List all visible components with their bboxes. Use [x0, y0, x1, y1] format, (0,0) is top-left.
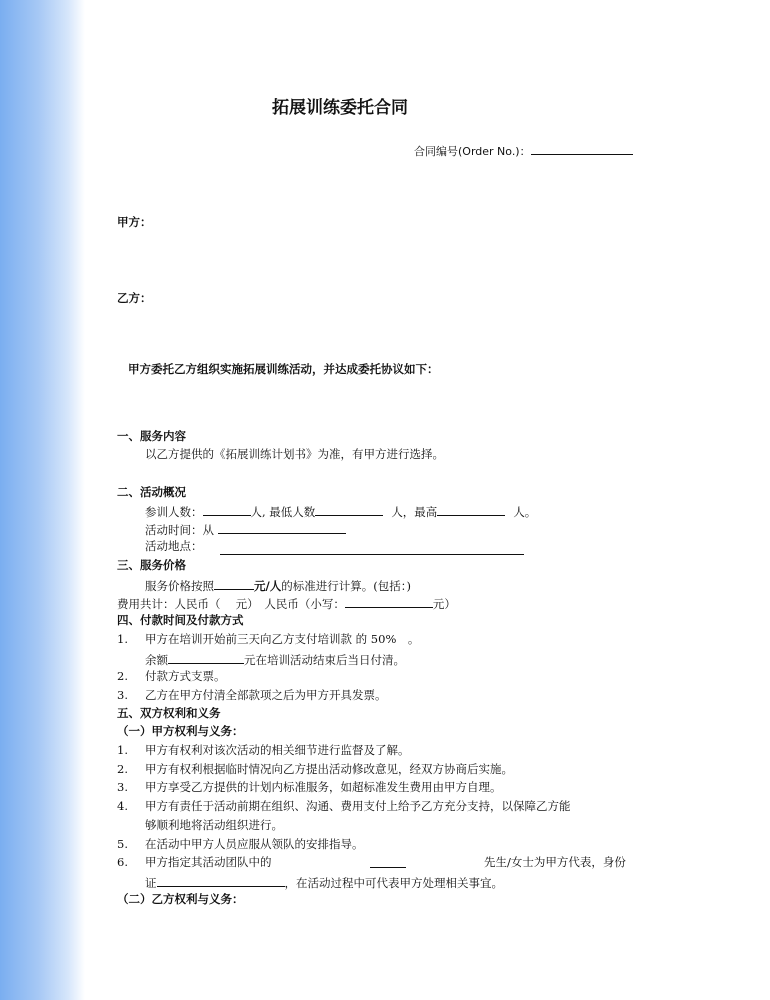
service-content-text: 以乙方提供的《拓展训练计划书》为准，有甲方进行选择。 [145, 447, 444, 461]
activity-time-line [145, 521, 346, 538]
rights-item-4-num: 4. [117, 799, 128, 813]
section-heading-service-price: 三、服务价格 [117, 558, 186, 572]
payment-item-1-text: 甲方在培训开始前三天向乙方支付培训款 的 50% 。 [145, 632, 420, 646]
payment-item-3-text: 乙方在甲方付清全部款项之后为甲方开具发票。 [145, 688, 387, 702]
party-b-label: 乙方： [117, 291, 152, 305]
people-unit: 人。 [513, 505, 537, 519]
order-number-text: 合同编号(Order No.)： [414, 145, 531, 158]
rights-item-6-text-a: 甲方指定其活动团队中的 [145, 855, 272, 869]
rights-item-6-text-b: 先生/女士为甲方代表，身份 [484, 855, 626, 869]
id-label: 证 [145, 876, 157, 890]
payment-balance-line [145, 651, 405, 668]
participants-label: 参训人数： [145, 505, 203, 519]
balance-label: 余额 [145, 653, 168, 667]
balance-text: 元在培训活动结束后当日付清。 [244, 653, 405, 667]
activity-time-label: 活动时间：从 [145, 523, 214, 537]
total-fee-close: 元） [432, 597, 456, 611]
max-people-label: 人，最高 [391, 505, 438, 519]
activity-place-label: 活动地点： [145, 539, 203, 553]
agreement-intro: 甲方委托乙方组织实施拓展训练活动，并达成委托协议如下： [128, 362, 439, 376]
activity-time-blank [218, 521, 346, 534]
rights-item-1-text: 甲方有权利对该次活动的相关细节进行监督及了解。 [145, 743, 410, 757]
contract-title: 拓展训练委托合同 [272, 98, 408, 118]
price-unit: 元/人 [254, 579, 282, 593]
price-line [145, 577, 411, 594]
rights-item-1-num: 1. [117, 743, 128, 757]
order-number-label [414, 142, 633, 159]
rights-item-2-num: 2. [117, 762, 128, 776]
rights-item-3-num: 3. [117, 780, 128, 794]
price-blank [214, 577, 254, 590]
section-heading-rights: 五、双方权利和义务 [117, 706, 221, 720]
subsection-party-a-rights: （一）甲方权利与义务： [117, 724, 244, 738]
rights-item-4-text: 甲方有责任于活动前期在组织、沟通、费用支付上给予乙方充分支持，以保障乙方能 [145, 799, 571, 813]
section-heading-service-content: 一、服务内容 [117, 429, 186, 443]
min-people-label: 人, 最低人数 [250, 505, 316, 519]
payment-item-3-num: 3. [117, 688, 128, 702]
activity-place-blank [220, 554, 524, 555]
max-people-blank [437, 503, 505, 516]
id-number-blank [157, 874, 285, 887]
balance-blank [168, 651, 244, 664]
participants-line [145, 503, 536, 520]
section-heading-payment: 四、付款时间及付款方式 [117, 613, 244, 627]
activity-place-line [145, 539, 203, 554]
payment-item-2-num: 2. [117, 669, 128, 683]
rights-item-5-text: 在活动中甲方人员应服从领队的安排指导。 [145, 837, 364, 851]
payment-item-1-num: 1. [117, 632, 128, 646]
total-fee-lowercase-blank [345, 595, 433, 608]
rights-item-5-num: 5. [117, 837, 128, 851]
decorative-side-band [0, 0, 85, 1000]
rights-item-3-text: 甲方享受乙方提供的计划内标准服务，如超标准发生费用由甲方自理。 [145, 780, 502, 794]
min-people-blank [315, 503, 383, 516]
representative-text: ，在活动过程中可代表甲方处理相关事宜。 [284, 876, 503, 890]
total-fee-label: 费用共计：人民币（ 元） 人民币（小写： [117, 597, 345, 611]
price-label: 服务价格按照 [145, 579, 214, 593]
subsection-party-b-rights: （二）乙方权利与义务： [117, 892, 244, 906]
rights-item-4-text-cont: 够顺利地将活动组织进行。 [145, 818, 283, 832]
section-heading-activity-overview: 二、活动概况 [117, 485, 186, 499]
rights-item-6-line2 [145, 874, 503, 891]
payment-item-2-text: 付款方式支票。 [145, 669, 226, 683]
total-fee-line [117, 595, 456, 612]
price-standard-text: 的标准进行计算。(包括：) [281, 579, 411, 593]
order-number-blank [531, 142, 633, 155]
participants-blank [203, 503, 251, 516]
rights-item-6-num: 6. [117, 855, 128, 869]
representative-name-blank [370, 867, 406, 868]
party-a-label: 甲方： [117, 215, 152, 229]
rights-item-2-text: 甲方有权利根据临时情况向乙方提出活动修改意见，经双方协商后实施。 [145, 762, 513, 776]
